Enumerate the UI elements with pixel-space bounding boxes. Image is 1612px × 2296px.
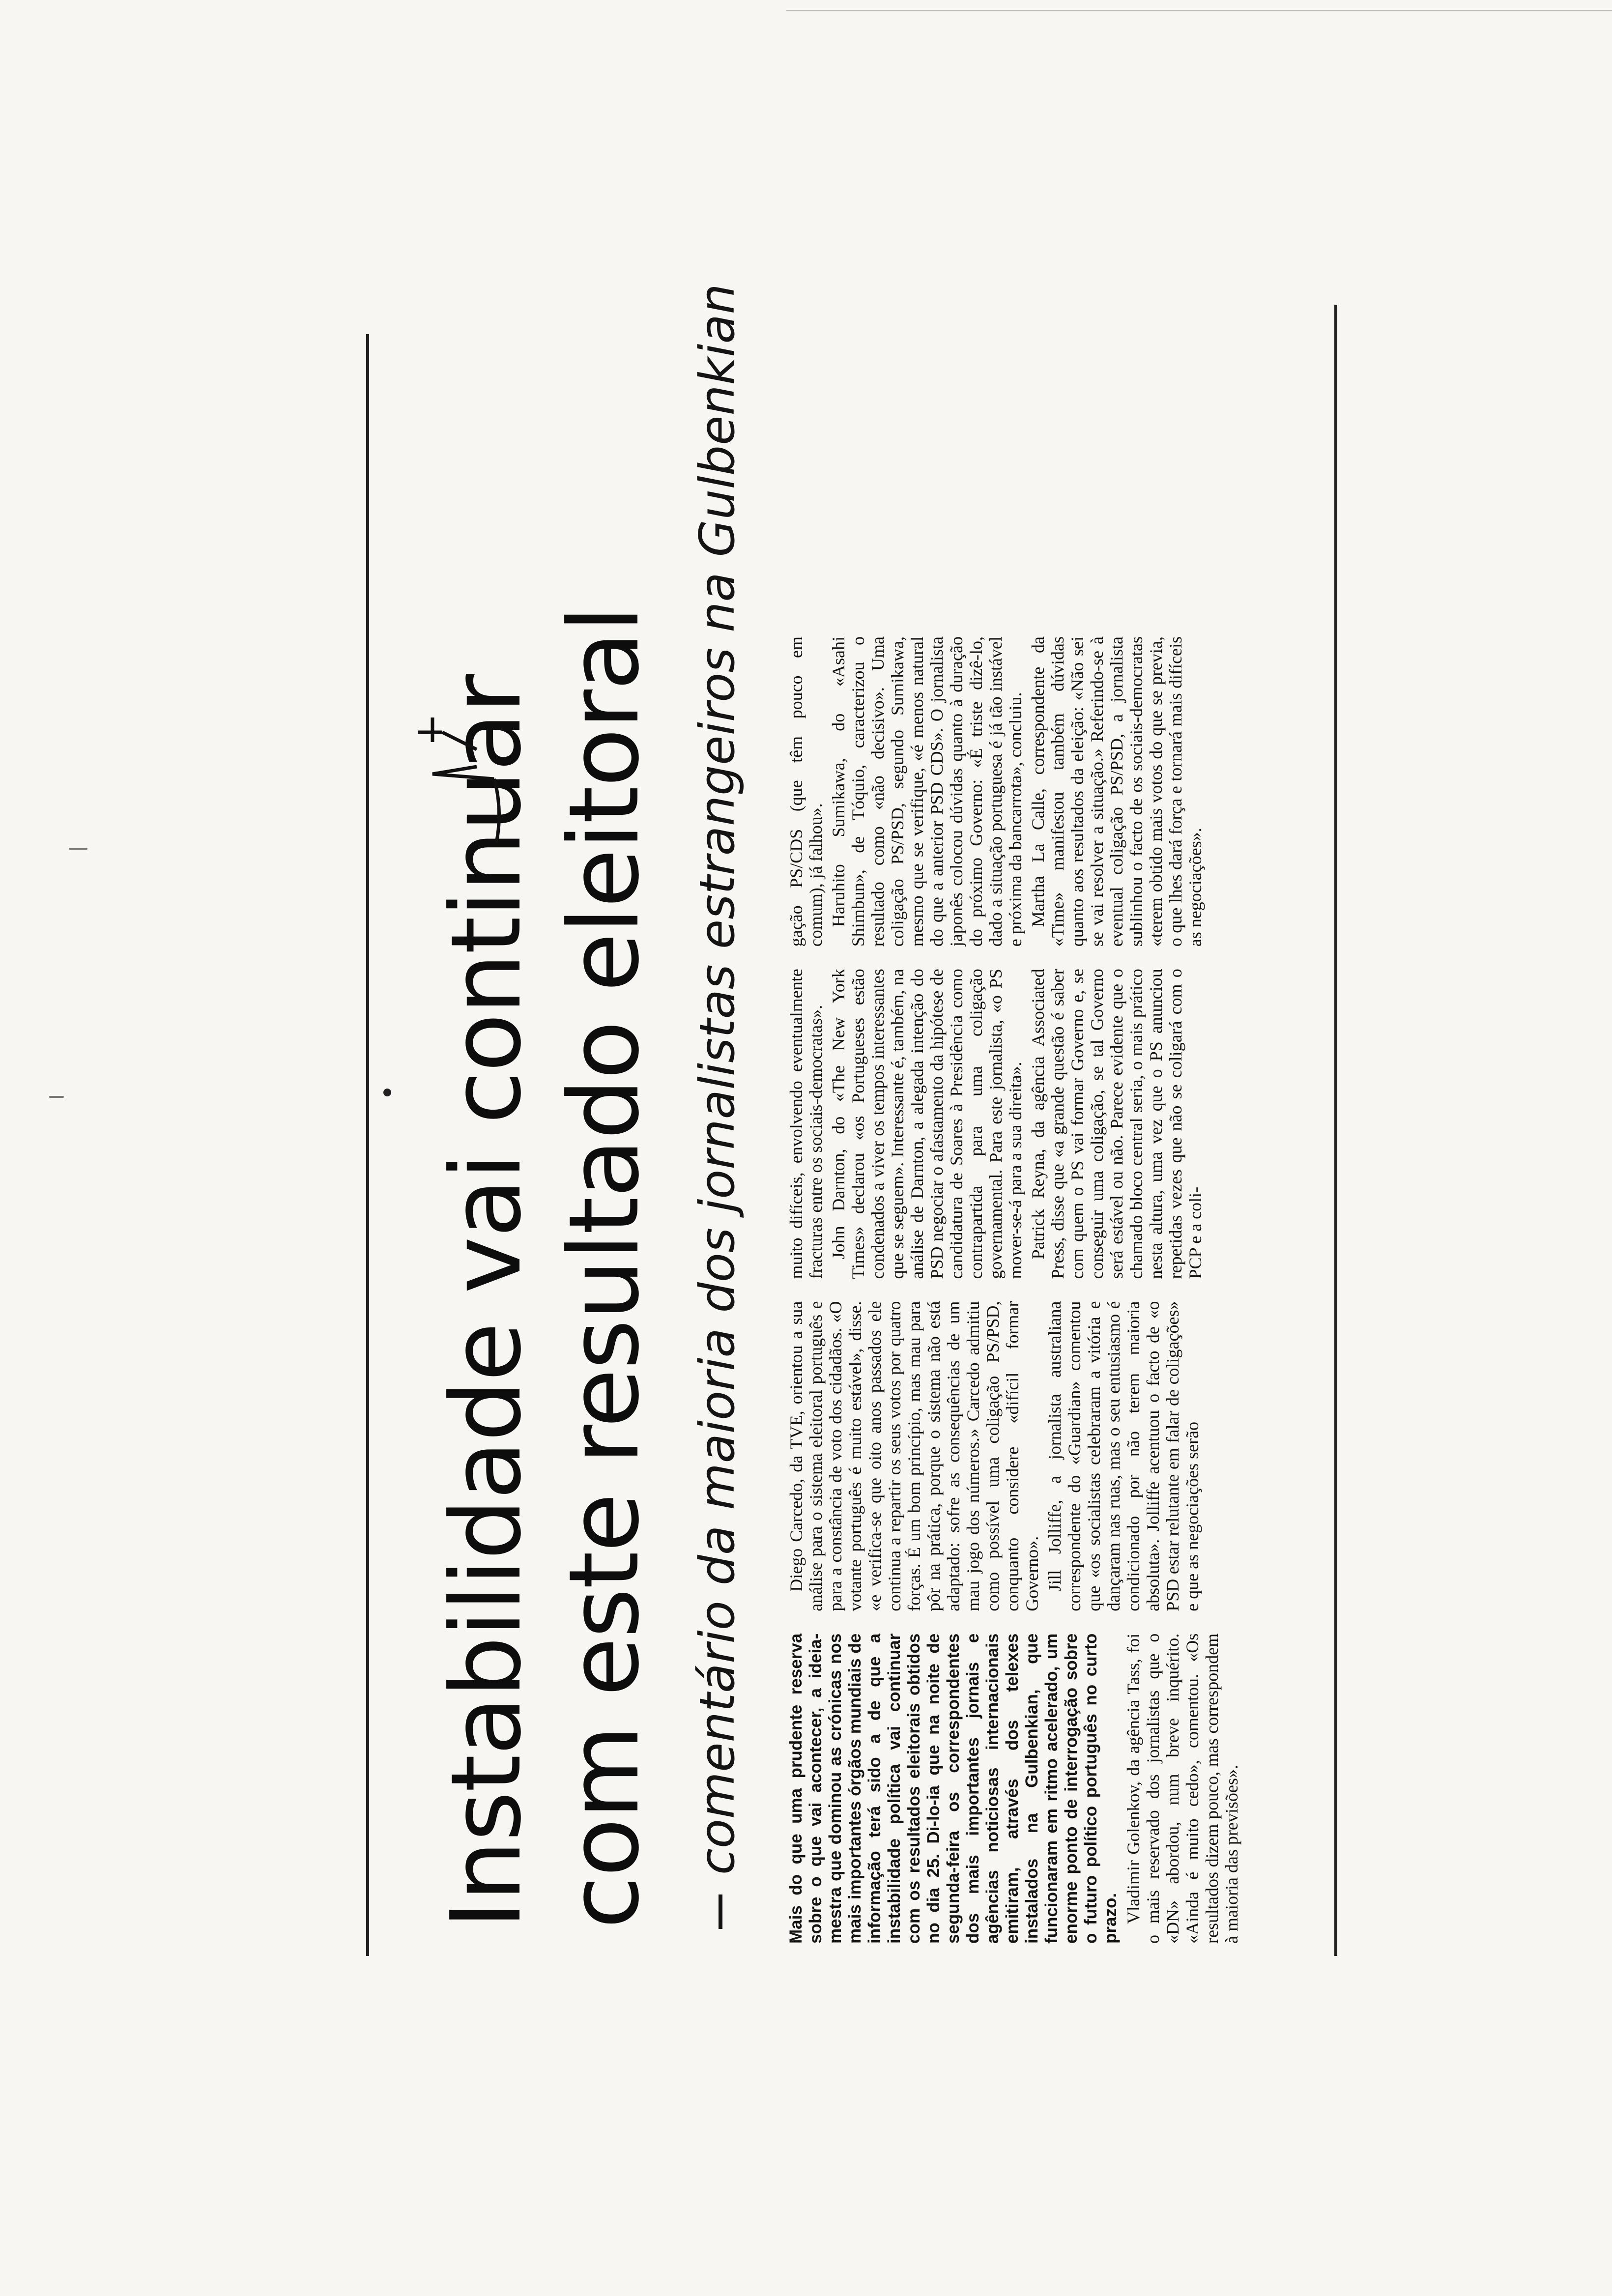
article-column-3 (786, 969, 1317, 1279)
handwritten-mark-icon (403, 700, 511, 848)
newspaper-article (398, 284, 1332, 1958)
article-subtitle (688, 284, 747, 1929)
subtitle-text: comentário da maioria dos jornalistas estrangeiros na Gulbenkian (690, 284, 746, 1875)
scan-top-rule (786, 10, 1612, 11)
scan-speck (49, 1096, 64, 1098)
clipping-right-rule (1334, 305, 1337, 1956)
body-paragraph: Martha La Calle, correspondente da «Time» manifestou também dúvidas quanto aos resultados da eleição: «Não sei se vai resolver a situação.» Referindo-se à eventual coligação PS/PSD, a jornalista sublinhou o facto de os sociais-democratas «terem obtido mais votos do que se previa, o que lhes dará força e tornará mais difíceis as negociações». (1028, 636, 1205, 947)
scan-dot (383, 1089, 391, 1096)
body-paragraph: Haruhito Sumikawa, do «Asahi Shimbun», de Tóquio, caracterizou o resultado como «não decisivo». Uma coligação PS/PSD, segundo Sumikawa, mesmo que se verifique, «é menos natural do que a anterior PSD CDS». O jornalista japonês colocou dúvidas quanto à duração do próximo Governo: «É triste dizê-lo, dado a situação portuguesa é já tão instável e próxima da bancarrota», concluiu. (829, 636, 1025, 947)
body-paragraph: muito difíceis, envolvendo eventualmente fracturas entre os sociais-democratas». (786, 969, 826, 1279)
body-paragraph: Jill Jolliffe, a jornalista australiana correspondente do «Guardian» comentou que «os socialistas celebraram a vitória e dançaram nas ruas, mas o seu entusiasmo é condicionado por não terem maioria absoluta». Jolliffe acentuou o facto de «o PSD estar relutante em falar de coligações» e que as negociações serão (1045, 1301, 1202, 1611)
headline-line-2: com este resultado eleitoral (548, 606, 661, 1929)
body-paragraph: John Darnton, do «The New York Times» declarou «os Portugueses estão condenados a viver os tempos interessantes que se seguem». Interessante é, também, na análise de Darnton, a alegada intenção do PSD negociar o afastamento da hipótese de candidatura de Soares à Presidência como contrapartida para uma coligação governamental. Para este jornalista, «o PS mover-se-á para a sua direita». (829, 969, 1025, 1279)
article-columns (786, 636, 1317, 1944)
body-paragraph: Diego Carcedo, da TVE, orientou a sua análise para o sistema eleitoral português e para a constância de voto dos cidadãos. «O votante português é muito estável», disse. «e verifica-se que oito anos passados ele continua a repartir os seus votos por quatro forças. É um bom princípio, mas mau para pôr na prática, porque o sistema não está adaptado: sofre as consequências de um mau jogo dos números.» Carcedo admitiu como possível uma coligação PS/PSD, conquanto considere «difícil formar Governo». (786, 1301, 1042, 1611)
body-paragraph: Patrick Reyna, da agência Associated Press, disse que «a grande questão é saber com quem o PS vai formar Governo e, se conseguir uma coligação, se tal Governo será estável ou não. Parece evidente que o chamado bloco central seria, o mais prático nesta altura, uma vez que o PS anunciou repetidas vezes que não se coligará com o PCP e a coli- (1028, 969, 1205, 1279)
body-paragraph: gação PS/CDS (que têm pouco em comum), já falhou». (786, 636, 826, 947)
subtitle-dash (719, 1894, 722, 1929)
body-paragraph: Vladimir Golenkov, da agência Tass, foi o mais reservado dos jornalistas que o «DN» abordou, num breve inquérito. «Ainda é muito cedo», comentou. «Os resultados dizem pouco, mas correspondem à maioria das previsões». (1123, 1633, 1241, 1944)
headline-line-1: Instabilidade vai continuar (431, 675, 543, 1929)
article-column-2 (786, 1301, 1317, 1611)
scan-speck (69, 848, 87, 850)
lead-paragraph: Mais do que uma prudente reserva sobre o que vai acontecer, a ideia-mestra que dominou as crónicas nos mais importantes órgãos mundiais de informação terá sido a de que a instabilidade política vai continuar com os resultados eleitorais obtidos no dia 25. Di-lo-ia que na noite de segunda-feira os correspondentes dos mais importantes jornais e agências noticiosas internacionais emitiram, através dos telexes instalados na Gulbenkian, que funcionaram em ritmo acelerado, um enorme ponto de interrogação sobre o futuro político português no curto prazo. (786, 1633, 1120, 1944)
clipping-left-rule (366, 334, 369, 1956)
article-column-4 (786, 636, 1317, 947)
article-column-1 (786, 1634, 1317, 1944)
